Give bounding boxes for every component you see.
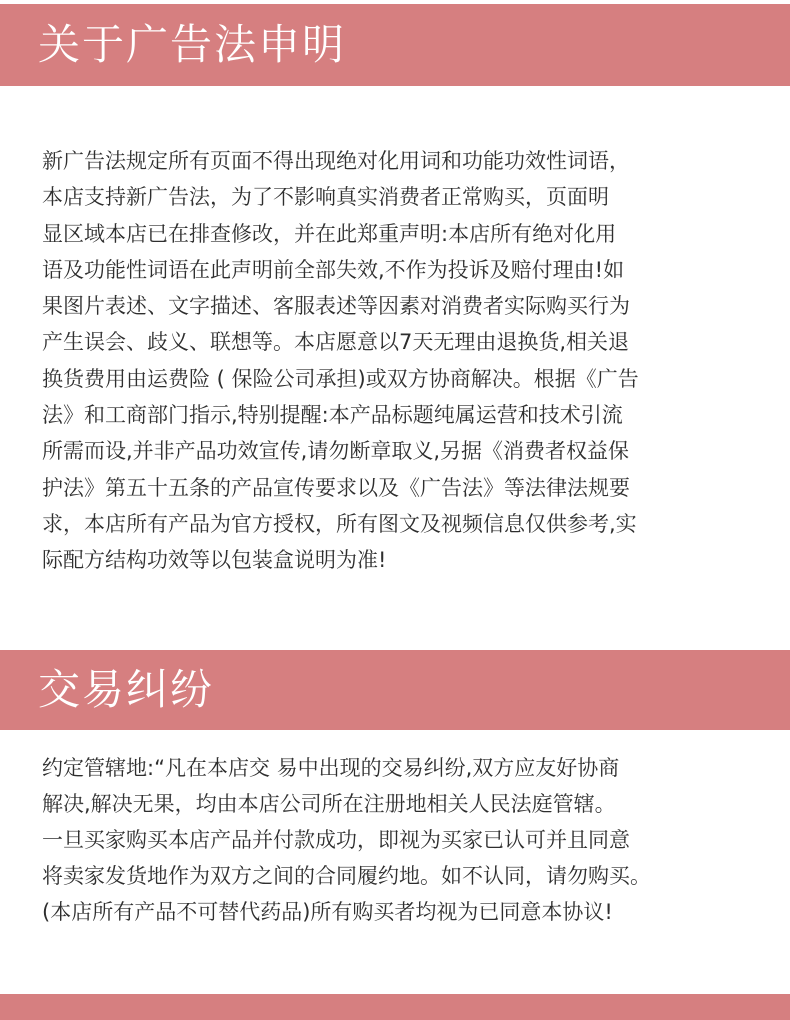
statement-line: 本店支持新广告法，为了不影响真实消费者正常购买，页面明 (42, 185, 609, 210)
trade-dispute-title: 交易纠纷 (38, 665, 215, 714)
trade-dispute-statement (42, 750, 651, 930)
trade-dispute-header (0, 650, 790, 730)
statement-line: 语及功能性词语在此声明前全部失效,不作为投诉及赔付理由!如 (42, 257, 625, 282)
dispute-line: 约定管辖地:“凡在本店交 易中出现的交易纠纷,双方应友好协商 (42, 756, 620, 780)
statement-line: 护法》第五十五条的产品宣传要求以及《广告法》等法律法规要 (42, 475, 630, 500)
statement-line: 果图片表述、文字描述、客服表述等因素对消费者实际购买行为 (42, 294, 630, 319)
statement-line: 产生误会、歧义、联想等。本店愿意以7天无理由退换货,相关退 (42, 330, 630, 355)
statement-line: 新广告法规定所有页面不得出现绝对化用词和功能功效性词语， (42, 149, 630, 173)
dispute-line: (本店所有产品不可替代药品)所有购买者均视为已同意本协议! (42, 900, 613, 924)
statement-line: 换货费用由运费险 ( 保险公司承担)或双方协商解决。根据《广告 (42, 366, 639, 391)
advertising-law-header (0, 4, 790, 86)
statement-line: 际配方结构功效等以包装盒说明为准! (42, 548, 387, 573)
statement-line: 显区域本店已在排查修改，并在此郑重声明:本店所有绝对化用 (42, 221, 617, 246)
statement-line: 求，本店所有产品为官方授权，所有图文及视频信息仅供参考,实 (42, 511, 637, 536)
advertising-law-title: 关于广告法申明 (38, 20, 347, 69)
dispute-line: 将卖家发货地作为双方之间的合同履约地。如不认同，请勿购买。 (42, 864, 651, 888)
advertising-law-statement (42, 143, 639, 579)
statement-line: 法》和工商部门指示,特别提醒:本产品标题纯属运营和技术引流 (42, 403, 623, 428)
statement-line: 所需而设,并非产品功效宣传,请勿断章取义,另据《消费者权益保 (42, 439, 630, 464)
dispute-line: 一旦买家购买本店产品并付款成功，即视为买家已认可并且同意 (42, 828, 630, 852)
dispute-line: 解决,解决无果，均由本店公司所在注册地相关人民法庭管辖。 (42, 792, 616, 816)
footer-band (0, 994, 790, 1020)
